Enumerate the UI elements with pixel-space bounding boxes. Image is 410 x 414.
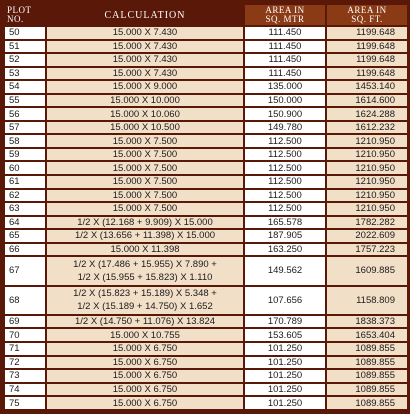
calculation-line: 15.000 X 7.500 xyxy=(112,162,178,174)
area-sq-mtr-cell: 112.500 xyxy=(245,135,325,147)
plot-number-cell: 53 xyxy=(5,68,45,80)
calculation-cell xyxy=(47,108,243,120)
area-sq-ft-cell: 1089.855 xyxy=(327,370,407,382)
table-row xyxy=(5,230,407,242)
calculation-cell xyxy=(47,244,243,256)
area-sq-mtr-cell: 111.450 xyxy=(245,41,325,53)
plot-number-cell: 55 xyxy=(5,95,45,107)
plot-number-cell: 75 xyxy=(5,397,45,409)
calculation-line: 15.000 X 7.500 xyxy=(112,189,178,201)
area-sq-ft-cell: 1089.855 xyxy=(327,397,407,409)
table-row xyxy=(5,149,407,161)
calculation-cell xyxy=(47,27,243,39)
area-sq-ft-cell: 1653.404 xyxy=(327,329,407,341)
area-sq-mtr-header: AREA IN SQ. MTR xyxy=(245,5,325,25)
table-row xyxy=(5,244,407,256)
table-row xyxy=(5,162,407,174)
calculation-line: 15.000 X 7.500 xyxy=(112,135,178,147)
calculation-cell xyxy=(47,176,243,188)
area-sq-ft-cell: 1210.950 xyxy=(327,135,407,147)
plot-number-cell: 68 xyxy=(5,287,45,314)
calculation-cell xyxy=(47,287,243,314)
area-sq-mtr-cell: 101.250 xyxy=(245,397,325,409)
plot-number-cell: 72 xyxy=(5,357,45,369)
area-sq-ft-cell: 1757.223 xyxy=(327,244,407,256)
plot-number-cell: 58 xyxy=(5,135,45,147)
calculation-line: 15.000 X 6.750 xyxy=(112,397,178,409)
area-sq-ft-cell: 1199.648 xyxy=(327,68,407,80)
area-sq-ft-cell: 1210.950 xyxy=(327,162,407,174)
calculation-cell xyxy=(47,54,243,66)
calculation-line: 15.000 X 6.750 xyxy=(112,383,178,395)
area-sq-mtr-cell: 101.250 xyxy=(245,370,325,382)
calculation-cell xyxy=(47,370,243,382)
area-sq-mtr-cell: 163.250 xyxy=(245,244,325,256)
table-row xyxy=(5,217,407,229)
calculation-cell xyxy=(47,122,243,134)
table-row xyxy=(5,343,407,355)
calculation-cell xyxy=(47,257,243,284)
area-sq-ft-cell: 1210.950 xyxy=(327,190,407,202)
area-sq-ft-cell: 1089.855 xyxy=(327,384,407,396)
plot-number-cell: 59 xyxy=(5,149,45,161)
plot-number-cell: 64 xyxy=(5,217,45,229)
area-sq-ft-cell: 1210.950 xyxy=(327,203,407,215)
area-sq-ft-cell: 1838.373 xyxy=(327,316,407,328)
area-sq-ft-cell: 1614.600 xyxy=(327,95,407,107)
area-sq-mtr-cell: 111.450 xyxy=(245,27,325,39)
calculation-line: 15.000 X 10.755 xyxy=(110,329,180,341)
calculation-cell xyxy=(47,41,243,53)
calculation-cell xyxy=(47,135,243,147)
calculation-line: 15.000 X 10.000 xyxy=(110,95,180,106)
table-row xyxy=(5,190,407,202)
area-sq-ft-cell: 1612.232 xyxy=(327,122,407,134)
area-sq-ft-cell: 2022.609 xyxy=(327,230,407,242)
calculation-cell xyxy=(47,230,243,242)
area-sq-ft-cell: 1199.648 xyxy=(327,27,407,39)
table-row xyxy=(5,316,407,328)
calculation-cell xyxy=(47,316,243,328)
calculation-line: 1/2 X (17.486 + 15.955) X 7.890 + xyxy=(73,258,217,270)
calculation-header: CALCULATION xyxy=(47,5,243,25)
calculation-line: 15.000 X 7.430 xyxy=(112,40,178,52)
area-sq-ft-header: AREA IN SQ. FT. xyxy=(327,5,407,25)
area-sq-ft-cell: 1609.885 xyxy=(327,257,407,284)
area-sq-mtr-cell: 111.450 xyxy=(245,68,325,80)
table-row xyxy=(5,135,407,147)
area-sq-mtr-cell: 165.578 xyxy=(245,217,325,229)
plot-no-header: PLOT NO. xyxy=(5,5,45,25)
plot-area-table xyxy=(3,3,409,411)
table-row xyxy=(5,27,407,39)
calculation-cell xyxy=(47,357,243,369)
plot-number-cell: 69 xyxy=(5,316,45,328)
calculation-line: 15.000 X 7.500 xyxy=(112,149,178,161)
plot-number-cell: 65 xyxy=(5,230,45,242)
area-sq-ft-cell: 1624.288 xyxy=(327,108,407,120)
table-row xyxy=(5,122,407,134)
calculation-line: 15.000 X 11.398 xyxy=(110,244,180,256)
plot-number-cell: 66 xyxy=(5,244,45,256)
plot-number-cell: 60 xyxy=(5,162,45,174)
plot-number-cell: 54 xyxy=(5,81,45,93)
calculation-cell xyxy=(47,162,243,174)
table-row xyxy=(5,176,407,188)
plot-number-cell: 57 xyxy=(5,122,45,134)
table-row xyxy=(5,287,407,314)
calculation-line: 15.000 X 6.750 xyxy=(112,370,178,382)
plot-number-cell: 51 xyxy=(5,41,45,53)
calculation-cell xyxy=(47,397,243,409)
table-row xyxy=(5,108,407,120)
plot-number-cell: 56 xyxy=(5,108,45,120)
table-row xyxy=(5,41,407,53)
plot-number-cell: 71 xyxy=(5,343,45,355)
calculation-cell xyxy=(47,203,243,215)
table-row xyxy=(5,81,407,93)
area-sq-mtr-cell: 111.450 xyxy=(245,54,325,66)
plot-number-cell: 61 xyxy=(5,176,45,188)
calculation-line: 15.000 X 10.500 xyxy=(110,122,180,134)
plot-number-cell: 70 xyxy=(5,329,45,341)
area-sq-mtr-cell: 112.500 xyxy=(245,203,325,215)
calculation-line: 1/2 X (14.750 + 11.076) X 13.824 xyxy=(74,316,216,328)
calculation-line: 15.000 X 7.500 xyxy=(112,203,178,215)
area-sq-mtr-cell: 187.905 xyxy=(245,230,325,242)
calculation-line: 15.000 X 7.430 xyxy=(112,67,178,79)
calculation-line: 1/2 X (15.955 + 15.823) X 1.110 xyxy=(77,271,213,283)
calculation-line: 15.000 X 10.060 xyxy=(110,108,180,120)
table-row xyxy=(5,384,407,396)
table-row xyxy=(5,257,407,284)
calculation-cell xyxy=(47,149,243,161)
area-sq-mtr-cell: 153.605 xyxy=(245,329,325,341)
area-sq-mtr-cell: 150.900 xyxy=(245,108,325,120)
area-sq-mtr-cell: 135.000 xyxy=(245,81,325,93)
table-row xyxy=(5,68,407,80)
area-sq-ft-cell: 1199.648 xyxy=(327,41,407,53)
table-row xyxy=(5,370,407,382)
plot-number-cell: 73 xyxy=(5,370,45,382)
table-row xyxy=(5,397,407,409)
calculation-cell xyxy=(47,384,243,396)
plot-number-cell: 52 xyxy=(5,54,45,66)
calculation-cell xyxy=(47,343,243,355)
calculation-cell xyxy=(47,217,243,229)
calculation-cell xyxy=(47,329,243,341)
calculation-line: 1/2 X (15.189 + 14.750) X 1.652 xyxy=(77,301,213,313)
calculation-cell xyxy=(47,95,243,107)
table-row xyxy=(5,95,407,107)
plot-number-cell: 67 xyxy=(5,257,45,284)
area-sq-ft-cell: 1782.282 xyxy=(327,217,407,229)
calculation-line: 1/2 X (13.656 + 11.398) X 15.000 xyxy=(74,230,216,242)
calculation-cell xyxy=(47,81,243,93)
area-sq-ft-cell: 1210.950 xyxy=(327,176,407,188)
plot-number-cell: 74 xyxy=(5,384,45,396)
calculation-line: 15.000 X 9.000 xyxy=(112,81,178,93)
calculation-line: 15.000 X 6.750 xyxy=(112,343,178,355)
area-sq-ft-cell: 1089.855 xyxy=(327,343,407,355)
area-sq-ft-cell: 1453.140 xyxy=(327,81,407,93)
calculation-cell xyxy=(47,68,243,80)
table-row xyxy=(5,203,407,215)
calculation-cell xyxy=(47,190,243,202)
calculation-line: 15.000 X 6.750 xyxy=(112,356,178,368)
area-sq-ft-cell: 1158.809 xyxy=(327,287,407,314)
area-sq-ft-cell: 1089.855 xyxy=(327,357,407,369)
area-sq-mtr-cell: 107.656 xyxy=(245,287,325,314)
area-sq-mtr-cell: 149.780 xyxy=(245,122,325,134)
table-row xyxy=(5,357,407,369)
area-sq-mtr-cell: 112.500 xyxy=(245,149,325,161)
calculation-line: 15.000 X 7.430 xyxy=(112,54,178,66)
area-sq-ft-cell: 1199.648 xyxy=(327,54,407,66)
table-row xyxy=(5,329,407,341)
calculation-line: 15.000 X 7.500 xyxy=(112,176,178,188)
calculation-line: 1/2 X (12.168 + 9.909) X 15.000 xyxy=(77,216,213,228)
area-sq-mtr-cell: 112.500 xyxy=(245,176,325,188)
table-row xyxy=(5,54,407,66)
area-sq-mtr-cell: 112.500 xyxy=(245,190,325,202)
plot-number-cell: 50 xyxy=(5,27,45,39)
area-sq-mtr-cell: 101.250 xyxy=(245,357,325,369)
plot-number-cell: 63 xyxy=(5,203,45,215)
area-sq-mtr-cell: 112.500 xyxy=(245,162,325,174)
table-header-row xyxy=(5,5,407,25)
calculation-line: 1/2 X (15.823 + 15.189) X 5.348 + xyxy=(73,288,217,300)
area-sq-mtr-cell: 101.250 xyxy=(245,343,325,355)
area-sq-ft-cell: 1210.950 xyxy=(327,149,407,161)
calculation-line: 15.000 X 7.430 xyxy=(112,27,178,39)
plot-number-cell: 62 xyxy=(5,190,45,202)
area-sq-mtr-cell: 101.250 xyxy=(245,384,325,396)
area-sq-mtr-cell: 150.000 xyxy=(245,95,325,107)
area-sq-mtr-cell: 170.789 xyxy=(245,316,325,328)
area-sq-mtr-cell: 149.562 xyxy=(245,257,325,284)
